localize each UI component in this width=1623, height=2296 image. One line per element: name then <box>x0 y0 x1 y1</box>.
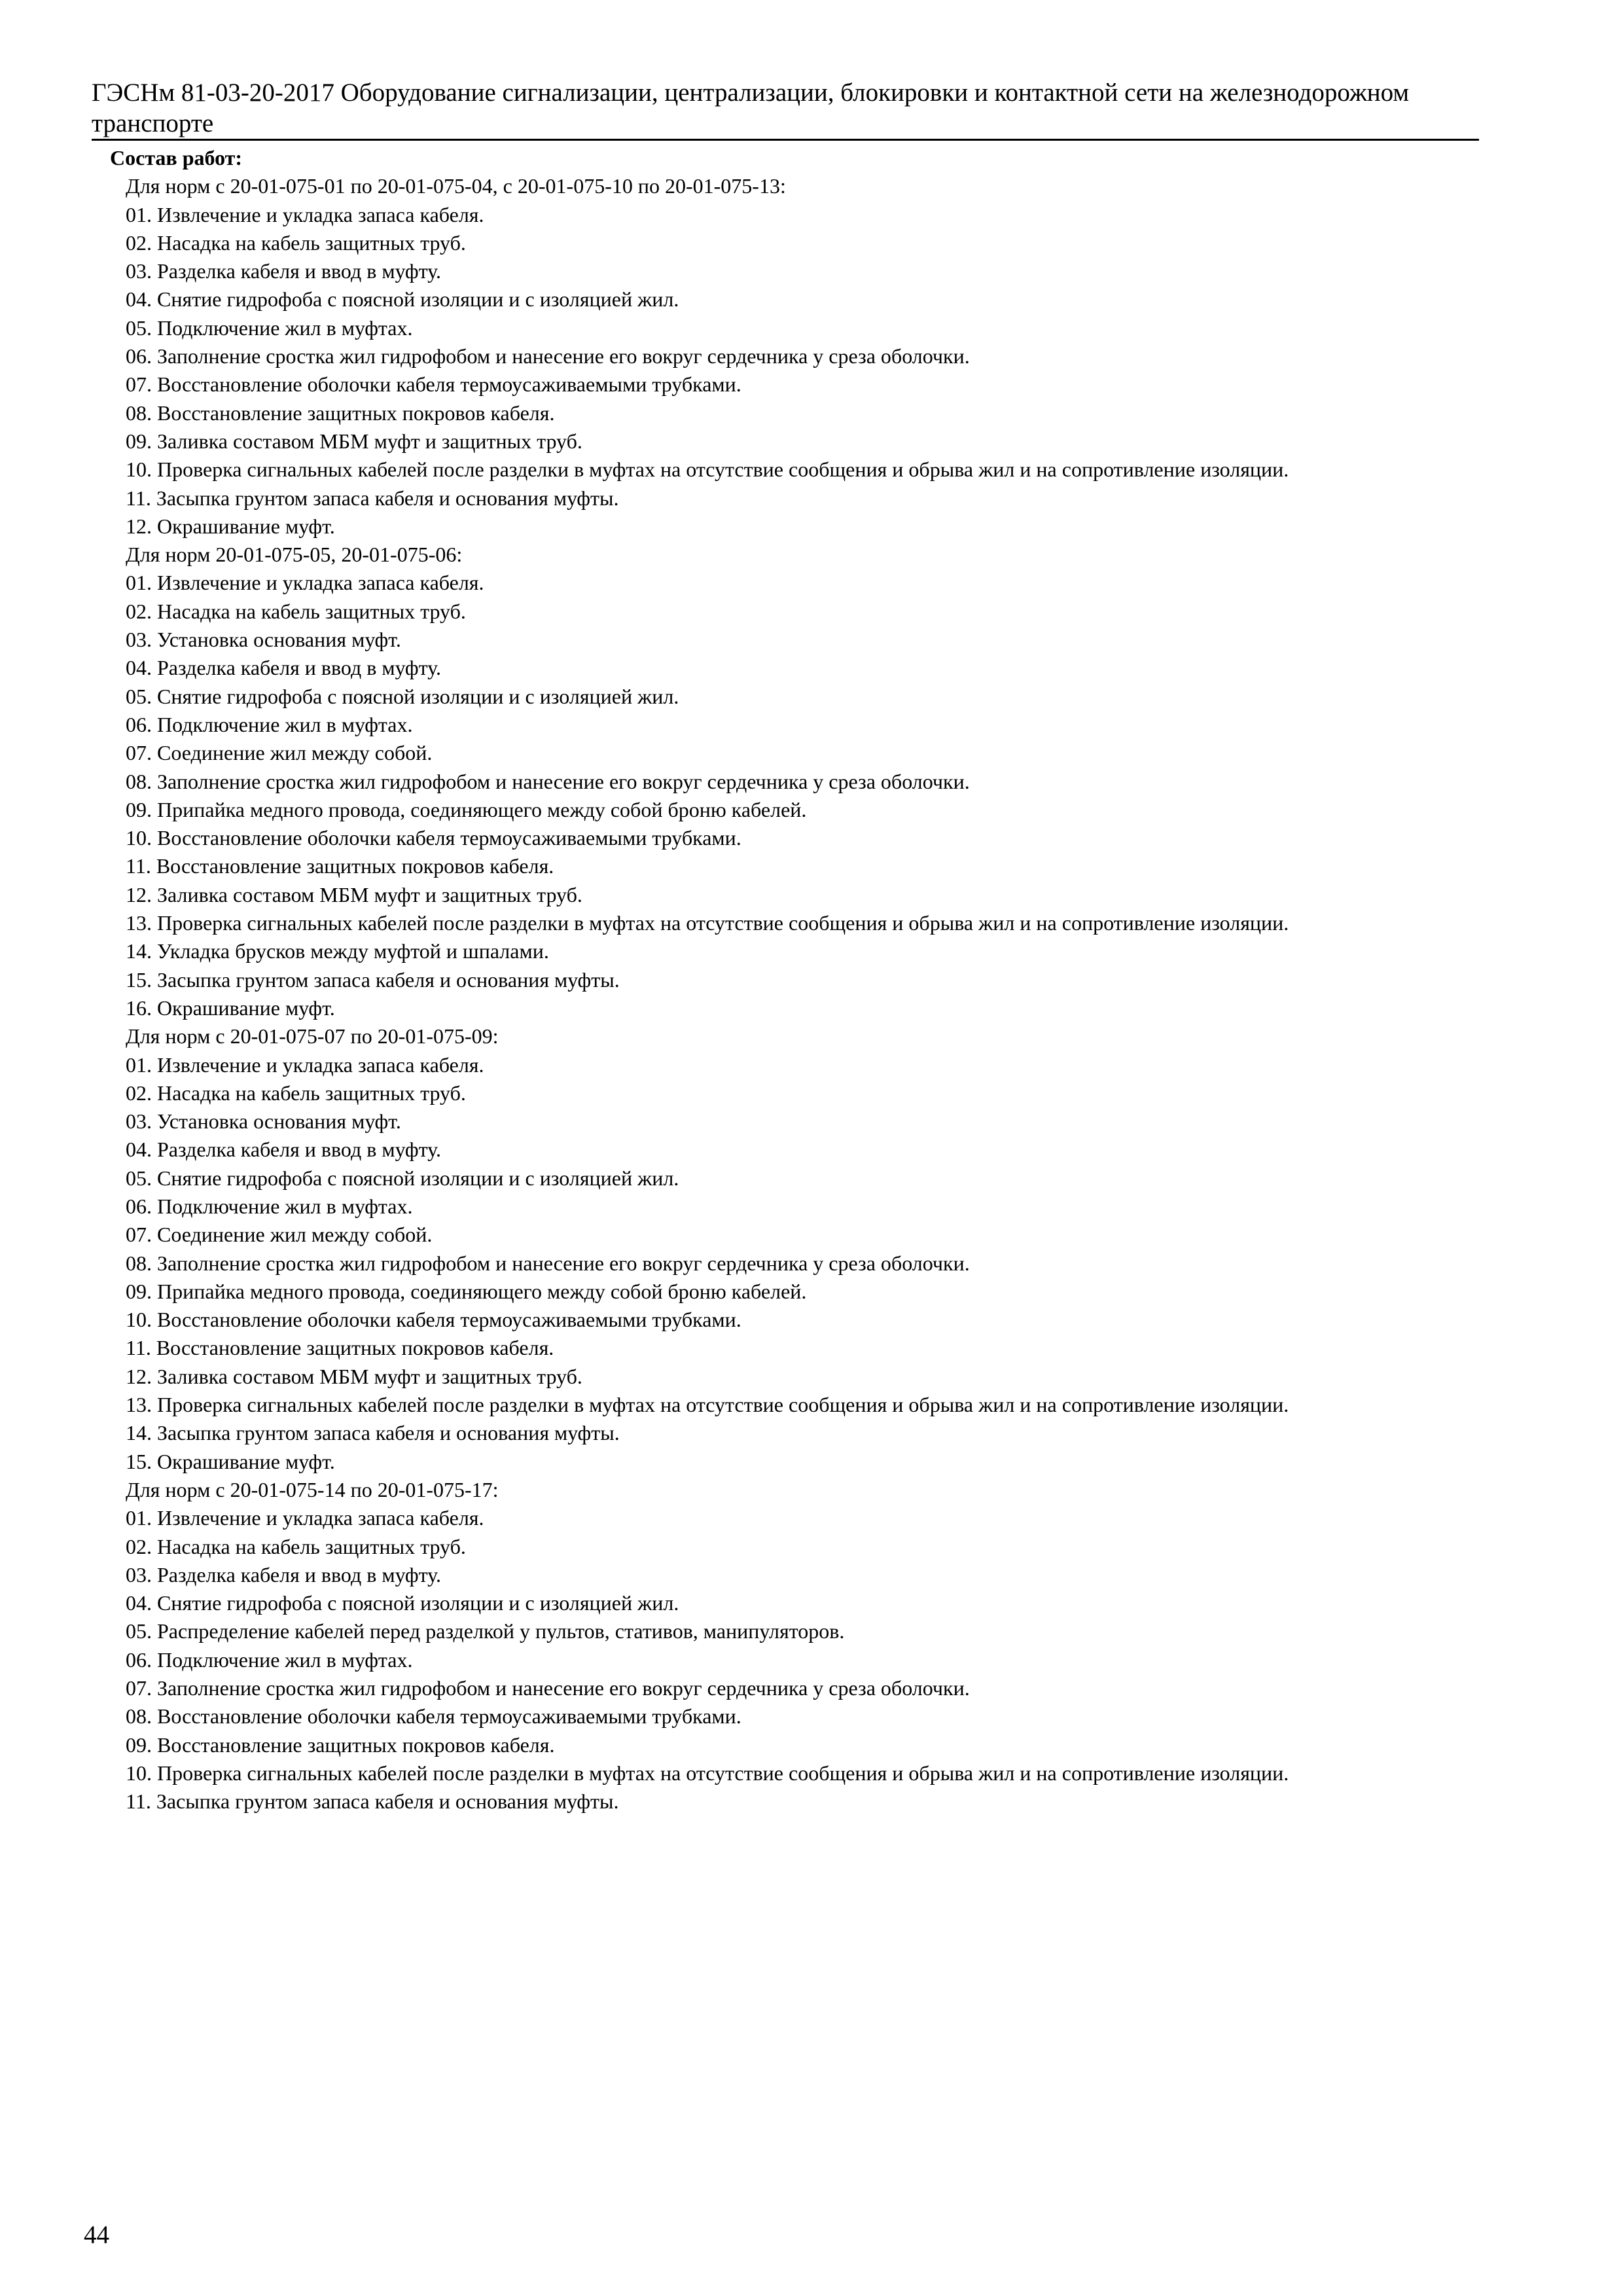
work-step: 12. Заливка составом МБМ муфт и защитных труб. <box>126 1364 582 1388</box>
work-step: 10. Восстановление оболочки кабеля термоусаживаемыми трубками. <box>126 1308 741 1332</box>
work-step: 07. Соединение жил между собой. <box>126 741 433 765</box>
work-step: 04. Разделка кабеля и ввод в муфту. <box>126 1138 441 1162</box>
work-step: 02. Насадка на кабель защитных труб. <box>126 1534 466 1558</box>
work-step: 12. Заливка составом МБМ муфт и защитных труб. <box>126 882 582 906</box>
work-step: 05. Подключение жил в муфтах. <box>126 315 413 340</box>
work-step: 03. Установка основания муфт. <box>126 1109 401 1134</box>
work-step: 04. Разделка кабеля и ввод в муфту. <box>126 656 441 680</box>
section-title: Состав работ: <box>110 146 243 170</box>
work-step: 01. Извлечение и укладка запаса кабеля. <box>126 571 484 595</box>
work-step: 07. Заполнение сростка жил гидрофобом и нанесение его вокруг сердечника у среза оболочки. <box>126 1676 970 1700</box>
work-step: 10. Восстановление оболочки кабеля термоусаживаемыми трубками. <box>126 826 741 850</box>
work-step: 02. Насадка на кабель защитных труб. <box>126 599 466 623</box>
work-step: 13. Проверка сигнальных кабелей после разделки в муфтах на отсутствие сообщения и обрыва жил и на сопротивление изоляции. <box>126 1393 1289 1417</box>
work-step: 12. Окрашивание муфт. <box>126 514 335 538</box>
work-step: 06. Подключение жил в муфтах. <box>126 1647 413 1672</box>
work-step: 11. Восстановление защитных покровов кабеля. <box>126 854 554 878</box>
work-step: 13. Проверка сигнальных кабелей после разделки в муфтах на отсутствие сообщения и обрыва жил и на сопротивление изоляции. <box>126 911 1289 935</box>
work-step: 01. Извлечение и укладка запаса кабеля. <box>126 202 484 226</box>
norm-range-heading: Для норм с 20-01-075-07 по 20-01-075-09: <box>126 1024 499 1049</box>
norm-range-heading: Для норм 20-01-075-05, 20-01-075-06: <box>126 543 463 567</box>
work-composition-section <box>110 144 1419 1816</box>
work-step: 01. Извлечение и укладка запаса кабеля. <box>126 1506 484 1530</box>
page-number: 44 <box>84 2221 109 2249</box>
work-step: 11. Засыпка грунтом запаса кабеля и основания муфты. <box>126 486 619 510</box>
work-step: 04. Снятие гидрофоба с поясной изоляции и с изоляцией жил. <box>126 1591 679 1615</box>
work-steps-list <box>110 172 1419 1816</box>
work-step: 15. Засыпка грунтом запаса кабеля и основания муфты. <box>126 967 620 992</box>
work-step: 11. Восстановление защитных покровов кабеля. <box>126 1336 554 1360</box>
work-step: 05. Снятие гидрофоба с поясной изоляции и с изоляцией жил. <box>126 684 679 708</box>
work-step: 05. Распределение кабелей перед разделкой у пультов, стативов, манипуляторов. <box>126 1619 845 1643</box>
work-step: 01. Извлечение и укладка запаса кабеля. <box>126 1052 484 1077</box>
work-step: 15. Окрашивание муфт. <box>126 1449 335 1473</box>
document-header: ГЭСНм 81-03-20-2017 Оборудование сигнализации, централизации, блокировки и контактной сети на железнодорожном транспорте <box>92 77 1479 141</box>
work-step: 08. Заполнение сростка жил гидрофобом и нанесение его вокруг сердечника у среза оболочки. <box>126 1251 970 1275</box>
norm-range-heading: Для норм с 20-01-075-01 по 20-01-075-04, с 20-01-075-10 по 20-01-075-13: <box>126 174 786 198</box>
work-step: 10. Проверка сигнальных кабелей после разделки в муфтах на отсутствие сообщения и обрыва жил и на сопротивление изоляции. <box>126 457 1289 482</box>
work-step: 09. Припайка медного провода, соединяющего между собой броню кабелей. <box>126 1279 807 1303</box>
work-step: 05. Снятие гидрофоба с поясной изоляции и с изоляцией жил. <box>126 1166 679 1190</box>
work-step: 02. Насадка на кабель защитных труб. <box>126 230 466 255</box>
work-step: 08. Восстановление защитных покровов кабеля. <box>126 401 555 425</box>
work-step: 07. Восстановление оболочки кабеля термоусаживаемыми трубками. <box>126 372 741 397</box>
work-step: 16. Окрашивание муфт. <box>126 996 335 1020</box>
norm-range-heading: Для норм с 20-01-075-14 по 20-01-075-17: <box>126 1477 499 1501</box>
work-step: 09. Припайка медного провода, соединяющего между собой броню кабелей. <box>126 797 807 821</box>
work-step: 03. Установка основания муфт. <box>126 628 401 652</box>
work-step: 09. Восстановление защитных покровов кабеля. <box>126 1732 555 1757</box>
work-step: 10. Проверка сигнальных кабелей после разделки в муфтах на отсутствие сообщения и обрыва жил и на сопротивление изоляции. <box>126 1761 1289 1785</box>
work-step: 06. Подключение жил в муфтах. <box>126 712 413 736</box>
work-step: 08. Восстановление оболочки кабеля термоусаживаемыми трубками. <box>126 1704 741 1729</box>
work-step: 14. Укладка брусков между муфтой и шпалами. <box>126 939 549 963</box>
work-step: 06. Подключение жил в муфтах. <box>126 1194 413 1218</box>
work-step: 09. Заливка составом МБМ муфт и защитных труб. <box>126 429 582 453</box>
work-step: 02. Насадка на кабель защитных труб. <box>126 1081 466 1105</box>
work-step: 11. Засыпка грунтом запаса кабеля и основания муфты. <box>126 1789 619 1814</box>
work-step: 04. Снятие гидрофоба с поясной изоляции и с изоляцией жил. <box>126 287 679 312</box>
work-step: 14. Засыпка грунтом запаса кабеля и основания муфты. <box>126 1421 620 1445</box>
work-step: 08. Заполнение сростка жил гидрофобом и нанесение его вокруг сердечника у среза оболочки. <box>126 769 970 793</box>
work-step: 07. Соединение жил между собой. <box>126 1223 433 1247</box>
work-step: 06. Заполнение сростка жил гидрофобом и нанесение его вокруг сердечника у среза оболочки. <box>126 344 970 368</box>
work-step: 03. Разделка кабеля и ввод в муфту. <box>126 1562 441 1587</box>
work-step: 03. Разделка кабеля и ввод в муфту. <box>126 259 441 283</box>
